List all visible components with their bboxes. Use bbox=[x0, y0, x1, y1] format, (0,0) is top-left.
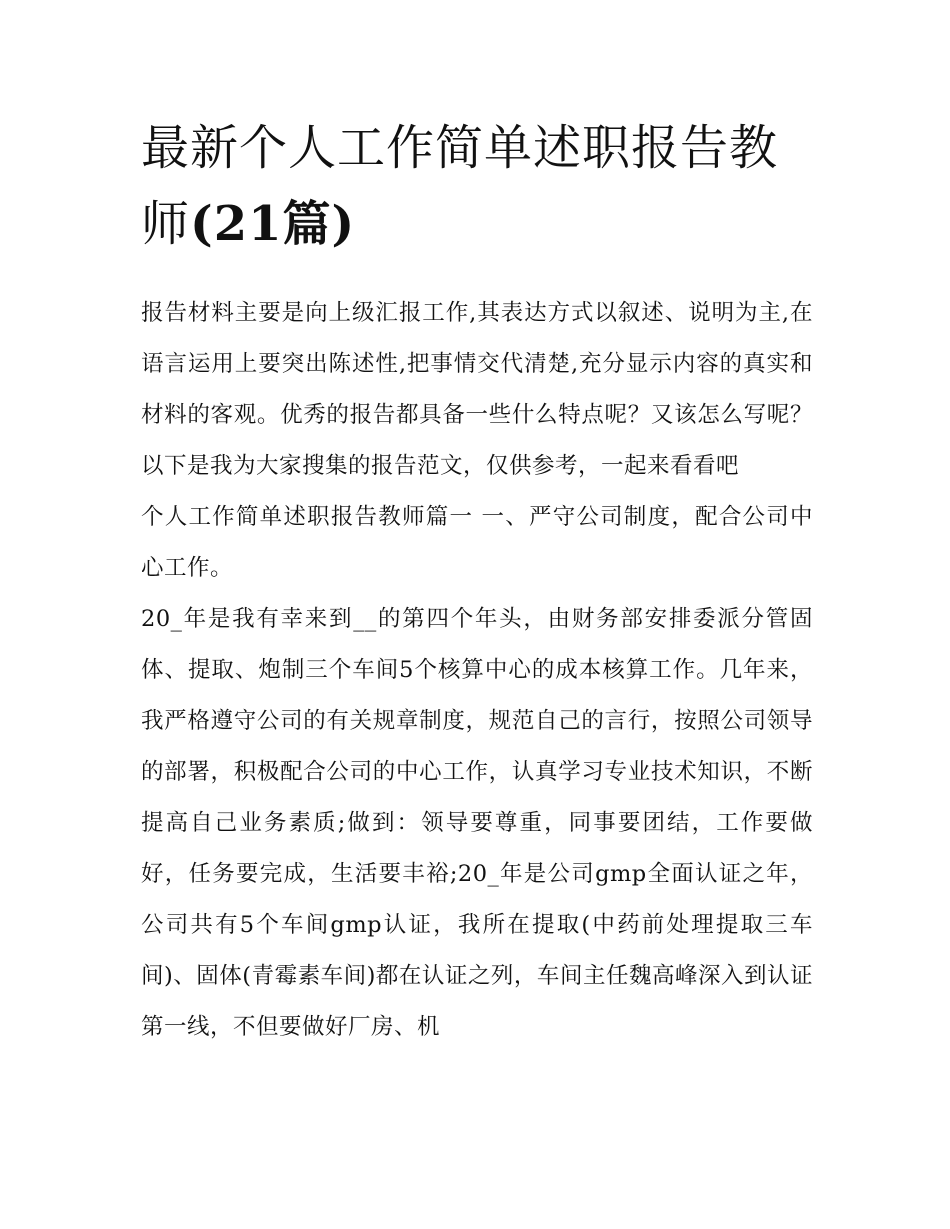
section-heading-paragraph: 个人工作简单述职报告教师篇一 一、严守公司制度，配合公司中心工作。 bbox=[141, 504, 813, 581]
document-title bbox=[141, 110, 813, 262]
title-main-text: 最新个人工作简单述职报告教师 bbox=[141, 120, 779, 252]
body-paragraph: 20_年是我有幸来到__的第四个年头，由财务部安排委派分管固体、提取、炮制三个车间5个核算中心的成本核算工作。几年来，我严格遵守公司的有关规章制度，规范自己的言行，按照公司领导的部署，积极配合公司的中心工作，认真学习专业技术知识，不断提高自己业务素质;做到：领导要尊重，同事要团结，工作要做好，任务要完成，生活要丰裕;20_年是公司gmp全面认证之年，公司共有5个车间gmp认证，我所在提取(中药前处理提取三车间)、固体(青霉素车间)都在认证之列，车间主任魏高峰深入到认证第一线，不但要做好厂房、机 bbox=[141, 606, 813, 1040]
title-count-text: (21篇) bbox=[190, 196, 356, 252]
intro-paragraph: 报告材料主要是向上级汇报工作,其表达方式以叙述、说明为主,在语言运用上要突出陈述性,把事情交代清楚,充分显示内容的真实和材料的客观。优秀的报告都具备一些什么特点呢？又该怎么写呢？以下是我为大家搜集的报告范文，仅供参考，一起来看看吧 bbox=[141, 300, 813, 479]
document-page bbox=[141, 110, 813, 1053]
